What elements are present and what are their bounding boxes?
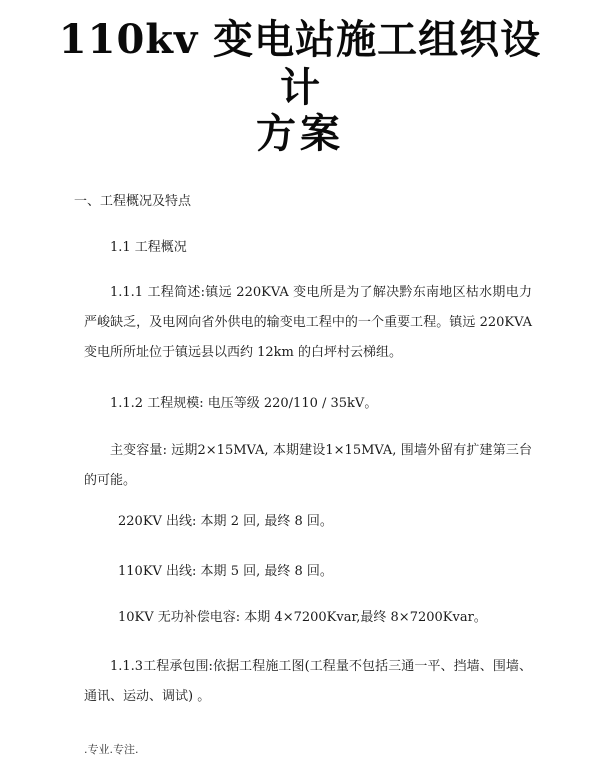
paragraph-110kv-lines: 110KV 出线: 本期 5 回, 最终 8 回。 (118, 564, 333, 579)
paragraph-transformer-capacity: 主变容量: 远期2×15MVA, 本期建设1×15MVA, 围墙外留有扩建第三台的可能。 (84, 443, 532, 488)
paragraph-contract-scope: 1.1.3工程承包围:依据工程施工图(工程量不包括三通一平、挡墙、围墙、通讯、运动、调试) 。 (84, 659, 532, 704)
document-title-line-2: 计 (280, 64, 320, 111)
paragraph-project-scale: 1.1.2 工程规模: 电压等级 220/110 / 35kV。 (110, 396, 378, 411)
section-heading: 一、工程概况及特点 (74, 194, 192, 209)
document-title-line-3: 方案 (256, 110, 344, 157)
subsection-heading: 1.1 工程概况 (110, 240, 187, 255)
document-title-line-1: 110kv 变电站施工组织设 (58, 16, 542, 63)
paragraph-10kv-compensation: 10KV 无功补偿电容: 本期 4×7200Kvar,最终 8×7200Kvar。 (118, 610, 487, 625)
page-footer: .专业.专注. (84, 743, 139, 756)
paragraph-220kv-lines: 220KV 出线: 本期 2 回, 最终 8 回。 (118, 514, 333, 529)
paragraph-project-overview: 1.1.1 工程简述:镇远 220KVA 变电所是为了解决黔东南地区枯水期电力严峻缺乏，及电网向省外供电的输变电工程中的一个重要工程。镇远 220KVA 变电所所址位于镇远县以西约 12km 的白坪村云梯组。 (84, 285, 532, 360)
